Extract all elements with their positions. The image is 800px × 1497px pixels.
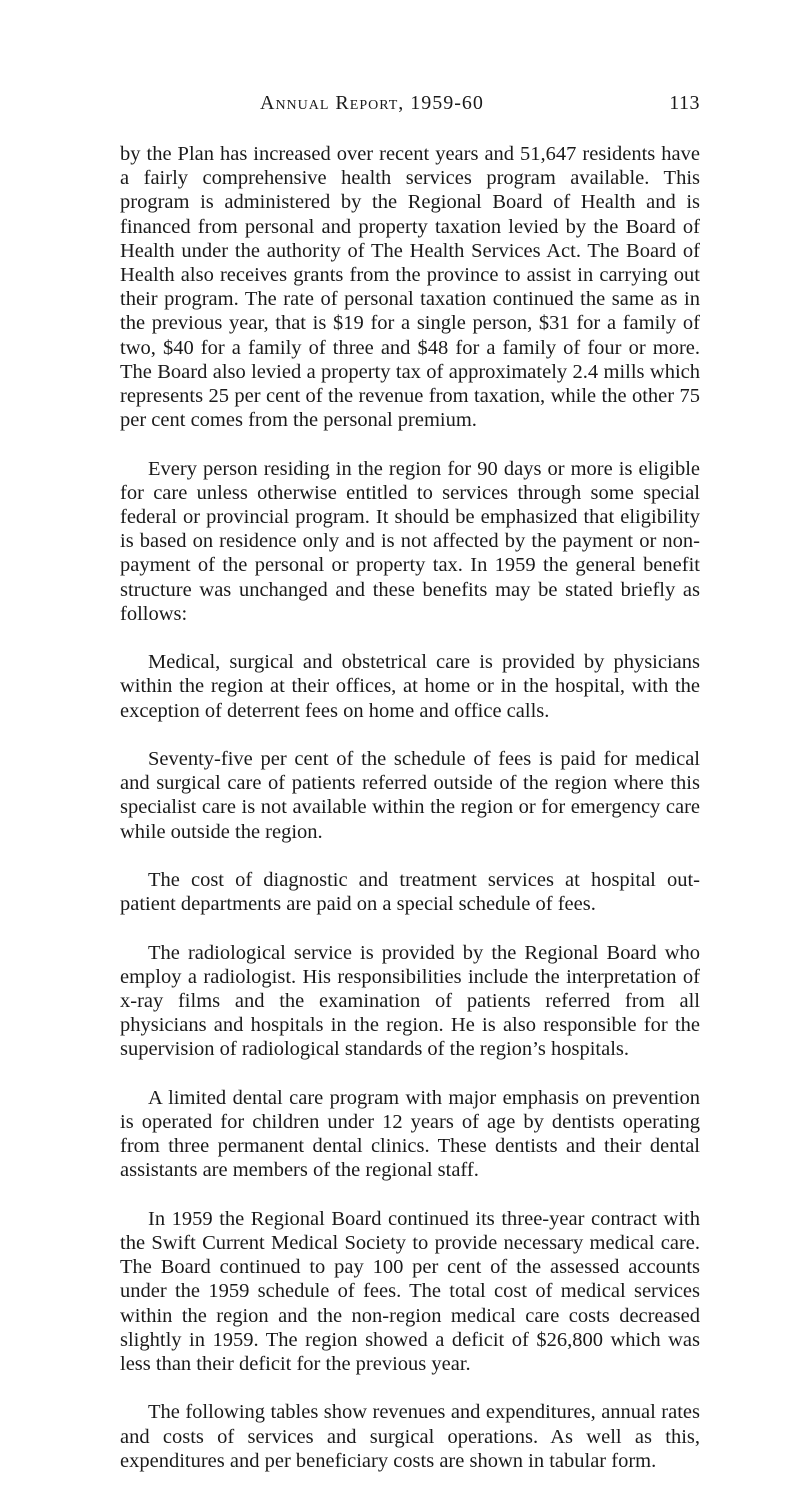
- paragraph-outpatient: The cost of diagnostic and treatment services at hospital out-patient departments are paid on a special schedule of fees.: [120, 869, 700, 916]
- paragraph-continuation: by the Plan has increased over recent years and 51,647 residents have a fairly comprehensive health services program available. This program is administered by the Regional Board of Health and is financed from personal and property taxation levied by the Board of Health under the authority of The Health Services Act. The Board of Health also receives grants from the province to assist in carrying out their program. The rate of personal taxation continued the same as in the previous year, that is $19 for a single person, $31 for a family of two, $40 for a family of three and $48 for a family of four or more. The Board also levied a property tax of approximately 2.4 mills which represents 25 per cent of the revenue from taxation, while the other 75 per cent comes from the personal premium.: [120, 143, 700, 432]
- body-text: [120, 142, 700, 1497]
- running-title: Annual Report, 1959-60: [260, 92, 484, 114]
- paragraph-radiological: The radiological service is provided by the Regional Board who employ a radiologist. His responsibilities include the interpretation of x-ray films and the examination of patients referred from all physicians and hospitals in the region. He is also responsible for the supervision of radiological standards of the region’s hospitals.: [120, 941, 700, 1061]
- paragraph-eligibility: Every person residing in the region for 90 days or more is eligible for care unless otherwise entitled to services through some special federal or provincial program. It should be emphasized that eligibility is based on residence only and is not affected by the payment or non-payment of the personal or property tax. In 1959 the general benefit structure was unchanged and these benefits may be stated briefly as follows:: [120, 457, 700, 625]
- paragraph-tables: The following tables show revenues and expenditures, annual rates and costs of services and surgical operations. As well as this, expenditures and per beneficiary costs are shown in tabular form.: [120, 1401, 700, 1472]
- paragraph-referral-care: Seventy-five per cent of the schedule of fees is paid for medical and surgical care of patients referred outside of the region where this specialist care is not available within the region or for emergency care while outside the region.: [120, 748, 700, 843]
- paragraph-contract: In 1959 the Regional Board continued its three-year contract with the Swift Current Medical Society to provide necessary medical care. The Board continued to pay 100 per cent of the assessed accounts under the 1959 schedule of fees. The total cost of medical services within the region and the non-region medical care costs decreased slightly in 1959. The region showed a deficit of $26,800 which was less than their deficit for the previous year.: [120, 1207, 700, 1376]
- paragraph-medical-care: Medical, surgical and obstetrical care is provided by physicians within the region at their offices, at home or in the hospital, with the exception of deterrent fees on home and office calls.: [120, 651, 700, 722]
- paragraph-dental: A limited dental care program with major emphasis on prevention is operated for children under 12 years of age by dentists operating from three permanent dental clinics. These dentists and their dental assistants are members of the regional staff.: [120, 1086, 700, 1182]
- page-number: 113: [669, 92, 700, 114]
- running-head: [120, 92, 700, 120]
